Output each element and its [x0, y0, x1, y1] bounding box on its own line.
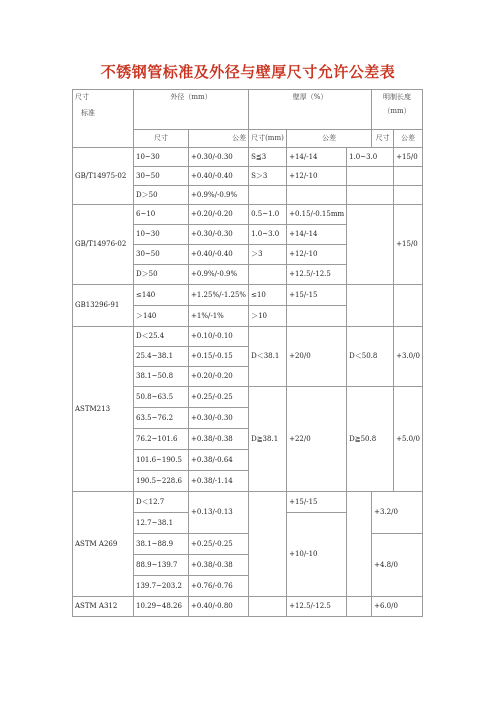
standard-cell: ASTM213: [73, 327, 134, 492]
header-corner-size: 尺寸: [75, 93, 89, 101]
wall-size-cell: ＞10: [249, 306, 287, 327]
wall-tol-cell: +15/-15: [287, 492, 347, 513]
header-len-size: 尺寸: [372, 130, 394, 148]
od-size-cell: 63.5~76.2: [134, 408, 189, 429]
standard-cell: ASTM A269: [73, 492, 134, 597]
wall-tol-cell: +12/-10: [287, 167, 347, 186]
od-size-cell: D＜12.7: [134, 492, 189, 513]
header-length-line2: （mm）: [383, 107, 411, 116]
empty-cell: [394, 285, 423, 327]
od-size-cell: 6~10: [134, 205, 189, 225]
len-tol-cell: +3.2/0: [372, 492, 423, 534]
wall-size-cell: 0.5~1.0: [249, 205, 287, 225]
wall-tol-cell: +20/0: [287, 327, 347, 387]
od-size-cell: 10~30: [134, 148, 189, 167]
len-tol-cell: +6.0/0: [372, 597, 423, 617]
wall-size-cell: D＜38.1: [249, 327, 287, 387]
empty-cell: [394, 186, 423, 205]
header-wall-tol: 公差: [287, 130, 372, 148]
wall-tol-cell: +14/-14: [287, 225, 347, 245]
standard-cell: GB/T14976-02: [73, 205, 134, 285]
od-size-cell: 190.5~228.6: [134, 471, 189, 492]
wall-size-cell: ≤10: [249, 285, 287, 306]
len-tol-cell: +4.8/0: [372, 534, 423, 597]
standard-cell: GB/T14975-02: [73, 148, 134, 205]
od-tol-cell: +0.25/-0.25: [189, 387, 249, 408]
od-size-cell: 88.9~139.7: [134, 555, 189, 576]
wall-size-cell: ＞3: [249, 245, 287, 265]
empty-cell: [394, 167, 423, 186]
wall-tol-cell: +12.5/-12.5: [287, 597, 347, 617]
od-size-cell: ＞140: [134, 306, 189, 327]
od-size-cell: ≤140: [134, 285, 189, 306]
od-size-cell: 76.2~101.6: [134, 429, 189, 450]
od-size-cell: D＞50: [134, 265, 189, 285]
wall-tol-cell: +10/-10: [287, 513, 347, 597]
od-size-cell: 38.1~88.9: [134, 534, 189, 555]
len-size-cell: D≧50.8: [347, 387, 394, 492]
od-size-cell: 10.29~48.26: [134, 597, 189, 617]
od-size-cell: 38.1~50.8: [134, 367, 189, 387]
wall-tol-cell: +12/-10: [287, 245, 347, 265]
tolerance-table: [72, 89, 423, 617]
empty-cell: [347, 167, 394, 186]
wall-size-cell: S≦3: [249, 148, 287, 167]
header-len-tol: 公差: [394, 130, 423, 148]
od-tol-cell: +0.38/-0.64: [189, 450, 249, 471]
wall-size-cell: 1.0~3.0: [249, 225, 287, 245]
empty-cell: [347, 186, 394, 205]
od-tol-cell: +0.40/-0.80: [189, 597, 249, 617]
wall-tol-cell: +15/-15: [287, 285, 347, 306]
header-od-group: 外径（mm）: [134, 90, 249, 130]
header-od-tol: 公差: [189, 130, 249, 148]
empty-cell: [249, 186, 287, 205]
page-title: 不锈钢管标准及外径与壁厚尺寸允许公差表: [100, 63, 396, 81]
od-tol-cell: +0.13/-0.13: [189, 492, 249, 534]
header-corner-standard: 标准: [81, 109, 95, 118]
wall-tol-cell: +0.15/-0.15mm: [287, 205, 347, 225]
od-tol-cell: +0.38/-0.38: [189, 555, 249, 576]
empty-cell: [347, 597, 372, 617]
od-tol-cell: +0.30/-0.30: [189, 225, 249, 245]
od-tol-cell: +0.40/-0.40: [189, 245, 249, 265]
len-tol-cell: +5.0/0: [394, 387, 423, 492]
wall-tol-cell: +12.5/-12.5: [287, 265, 347, 285]
od-tol-cell: +0.9%/-0.9%: [189, 265, 249, 285]
len-tol-cell: +3.0/0: [394, 327, 423, 387]
od-tol-cell: +1.25%/-1.25%: [189, 285, 249, 306]
od-tol-cell: +0.30/-0.30: [189, 148, 249, 167]
od-size-cell: 139.7~203.2: [134, 576, 189, 597]
empty-cell: [249, 492, 287, 597]
empty-cell: [249, 597, 287, 617]
empty-cell: [347, 205, 394, 285]
header-wall-group: 壁厚（%）: [249, 90, 372, 130]
od-tol-cell: +0.9%/-0.9%: [189, 186, 249, 205]
len-size-cell: 1.0~3.0: [347, 148, 394, 167]
od-tol-cell: +0.25/-0.25: [189, 534, 249, 555]
od-size-cell: 10~30: [134, 225, 189, 245]
wall-size-cell: S＞3: [249, 167, 287, 186]
od-size-cell: 30~50: [134, 167, 189, 186]
od-size-cell: 50.8~63.5: [134, 387, 189, 408]
od-tol-cell: +0.10/-0.10: [189, 327, 249, 347]
header-wall-size: 尺寸(mm): [249, 130, 287, 148]
header-od-size: 尺寸: [134, 130, 189, 148]
od-tol-cell: +1%/-1%: [189, 306, 249, 327]
empty-cell: [287, 186, 347, 205]
empty-cell: [347, 492, 372, 597]
od-size-cell: D＞50: [134, 186, 189, 205]
od-tol-cell: +0.20/-0.20: [189, 205, 249, 225]
empty-cell: [287, 306, 347, 327]
wall-tol-cell: +14/-14: [287, 148, 347, 167]
wall-size-cell: [249, 265, 287, 285]
od-tol-cell: +0.20/-0.20: [189, 367, 249, 387]
len-size-cell: D＜50.8: [347, 327, 394, 387]
od-tol-cell: +0.40/-0.40: [189, 167, 249, 186]
od-size-cell: 12.7~38.1: [134, 513, 189, 534]
od-size-cell: D＜25.4: [134, 327, 189, 347]
len-tol-cell: +15/0: [394, 205, 423, 285]
od-size-cell: 101.6~190.5: [134, 450, 189, 471]
empty-cell: [347, 285, 394, 327]
header-corner-cell: [73, 90, 134, 148]
od-tol-cell: +0.76/-0.76: [189, 576, 249, 597]
wall-size-cell: D≧38.1: [249, 387, 287, 492]
od-tol-cell: +0.38/-1.14: [189, 471, 249, 492]
od-size-cell: 25.4~38.1: [134, 347, 189, 367]
standard-cell: GB13296-91: [73, 285, 134, 327]
od-tol-cell: +0.30/-0.30: [189, 408, 249, 429]
wall-tol-cell: +22/0: [287, 387, 347, 492]
header-length-group: [372, 90, 423, 130]
len-tol-cell: +15/0: [394, 148, 423, 167]
od-tol-cell: +0.38/-0.38: [189, 429, 249, 450]
header-length-line1: 明制长度: [383, 93, 412, 101]
standard-cell: ASTM A312: [73, 597, 134, 617]
od-tol-cell: +0.15/-0.15: [189, 347, 249, 367]
od-size-cell: 30~50: [134, 245, 189, 265]
